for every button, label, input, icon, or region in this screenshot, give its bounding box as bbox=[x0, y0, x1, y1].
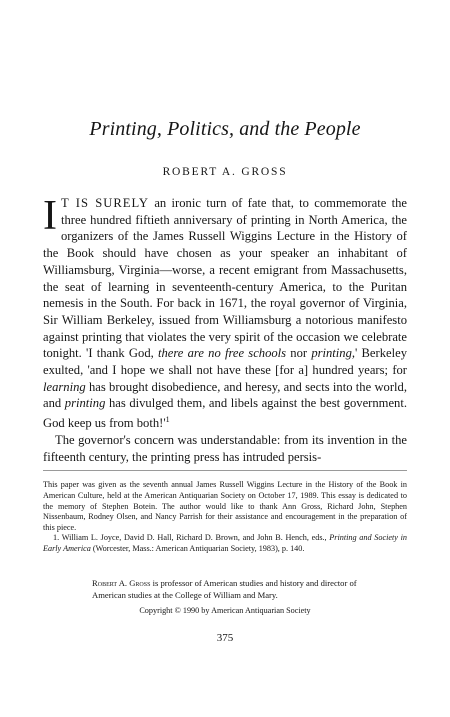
footnote-1-text-a: 1. William L. Joyce, David D. Hall, Richard D. Brown, and John B. Hench, eds., bbox=[53, 533, 330, 542]
footnote-1 bbox=[43, 533, 407, 555]
author-bio-text: is professor of American studies and history and director of American studies at the College of William and Mary. bbox=[92, 578, 357, 600]
paragraph-1 bbox=[43, 195, 407, 432]
author-bio-name: Robert A. Gross bbox=[92, 578, 151, 588]
copyright-line: Copyright © 1990 by American Antiquarian Society bbox=[139, 606, 311, 615]
drop-cap: I bbox=[43, 193, 57, 239]
paragraph-1-text-d: has brought disobedience, and heresy, and sects into the world, and bbox=[43, 379, 407, 411]
opening-small-caps: T IS SURELY bbox=[61, 196, 150, 210]
body-text bbox=[43, 195, 407, 465]
paragraph-1-text-b: nor bbox=[286, 346, 312, 361]
author-bio bbox=[92, 578, 362, 601]
article-title: Printing, Politics, and the People bbox=[89, 118, 361, 140]
footnote-rule bbox=[43, 470, 407, 471]
paragraph-1-italic-4: printing bbox=[64, 396, 106, 411]
paragraph-1-italic-2: printing, bbox=[311, 346, 356, 361]
article-author: ROBERT A. GROSS bbox=[162, 166, 288, 178]
footnote-reference: 1 bbox=[165, 415, 170, 425]
footnote-intro: This paper was given as the seventh annual James Russell Wiggins Lecture in the History of the Book in American Culture, held at the American Antiquarian Society on October 17, 1989. This essay is dedicated to the memory of Stephen Botein. The author would like to thank Ann Gross, Richard John, Stephen Nissenbaum, Rodney Olsen, and Nancy Parrish for their assistance and encouragement in the preparation of this piece. bbox=[43, 480, 407, 533]
footnote-1-text-b: (Worcester, Mass.: American Antiquarian Society, 1983), p. 140. bbox=[90, 543, 305, 553]
paragraph-1-text-e: has divulged them, and libels against the best government. God keep us from both!' bbox=[43, 396, 407, 431]
paragraph-2: The governor's concern was understandable: from its invention in the fifteenth century, the printing press has intruded persis- bbox=[43, 433, 407, 464]
paragraph-1-italic-1: there are no free schools bbox=[157, 346, 287, 361]
page-number: 375 bbox=[216, 632, 234, 644]
paragraph-1-text-a: an ironic turn of fate that, to commemorate the three hundred fiftieth anniversary of printing in North America, the organizers of the James Russell Wiggins Lecture in the History of the Book should have chosen as your speaker an inhabitant of Williamsburg, Virginia—worse, a recent emigrant from Massachusetts, the seat of learning in seventeenth-century America, to the Puritan nemesis in the South. For back in 1671, the royal governor of Virginia, Sir William Berkeley, issued from Williamsburg a notorious manifesto against printing that violates the very spirit of the occasion we celebrate tonight. 'I thank God, bbox=[43, 196, 407, 361]
footnote-1-italic: Printing and Society in Early America bbox=[43, 533, 407, 553]
paragraph-1-text-c: ' Berkeley exulted, 'and I hope we shall not have these [for a] hundred years; for bbox=[43, 346, 407, 378]
paragraph-1-italic-3: learning bbox=[43, 379, 86, 394]
